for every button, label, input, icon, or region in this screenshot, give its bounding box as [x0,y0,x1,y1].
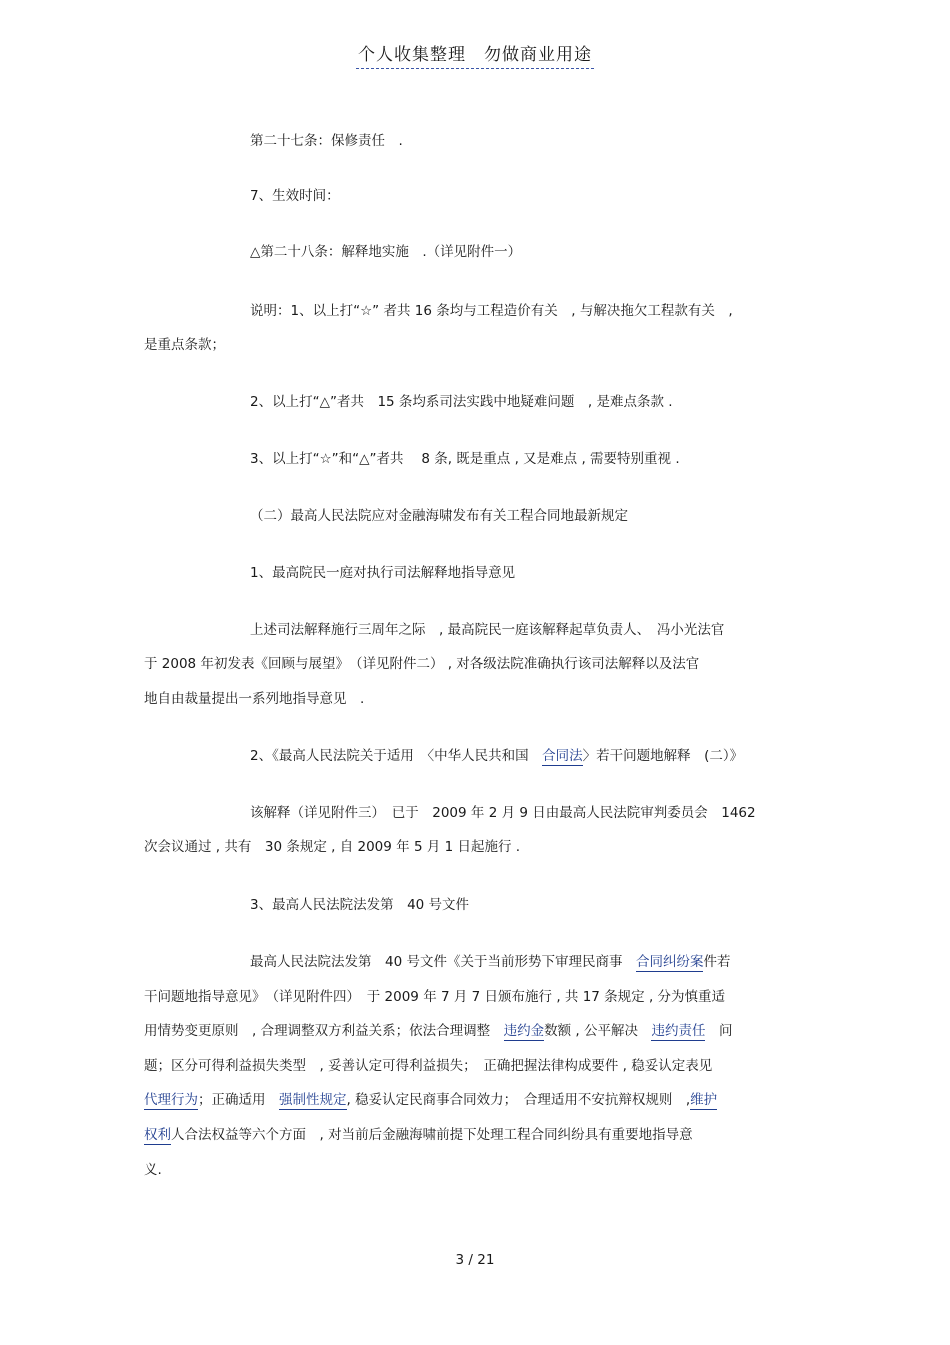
text-line: 次会议通过 , 共有 30 条规定 , 自 2009 年 5 月 1 日起施行 . [144,839,521,855]
text-line: △第二十八条：解释地实施 .（详见附件一） [250,244,522,260]
text-segment: 最高人民法院法发第 40 号文件《关于当前形势下审理民商事 [250,954,636,970]
text-segment: , 稳妥认定民商事合同效力； 合理适用不安抗辩权规则 , [346,1092,691,1108]
apparent-agency-link[interactable]: 代理行为 [144,1092,198,1108]
text-line [250,953,730,971]
text-line: 义. [144,1162,162,1178]
text-line: 干问题地指导意见》 （详见附件四） 于 2009 年 7 月 7 日颁布施行 , 共 17 条规定 , 分为慎重适 [144,989,726,1005]
liquidated-damages-link[interactable]: 违约金 [503,1023,545,1039]
section-heading: （二）最高人民法院应对金融海啸发布有关工程合同地最新规定 [250,508,628,524]
text-line: 第二十七条：保修责任 . [250,133,403,149]
text-line: 7、生效时间： [250,188,340,204]
rights-link[interactable]: 权利 [144,1127,171,1143]
text-segment: 用情势变更原则 , 合理调整双方利益关系；依法合理调整 [144,1023,504,1039]
subsection-heading: 3、最高人民法院法发第 40 号文件 [250,897,470,913]
protect-link[interactable]: 维护 [690,1092,718,1108]
text-segment: 〉若干问题地解释 (二）》 [582,748,744,764]
text-segment: 件若 [703,954,731,970]
text-segment: 人合法权益等六个方面 , 对当前后金融海啸前提下处理工程合同纠纷具有重要地指导意 [171,1127,693,1143]
breach-liability-link[interactable]: 违约责任 [651,1023,706,1039]
mandatory-provisions-link[interactable]: 强制性规定 [279,1092,347,1108]
page-number: 3 / 21 [455,1252,495,1268]
text-segment: ；正确适用 [198,1092,266,1108]
contract-dispute-link[interactable]: 合同纠纷案 [635,954,704,970]
text-segment: 2、《最高人民法院关于适用 〈中华人民共和国 [250,748,543,764]
text-line [144,1091,717,1109]
subsection-heading: 1、最高院民一庭对执行司法解释地指导意见 [250,565,516,581]
text-line: 说明：1、以上打“☆” 者共 16 条均与工程造价有关 , 与解决拖欠工程款有关 , [250,303,733,319]
text-line: 该解释（详见附件三） 已于 2009 年 2 月 9 日由最高人民法院审判委员会 1462 [250,805,756,821]
contract-law-link[interactable]: 合同法 [542,748,583,764]
subsection-heading [250,747,743,765]
text-line: 3、以上打“☆”和“△”者共 8 条, 既是重点 , 又是难点 , 需要特别重视 . [250,451,680,467]
text-segment: 数额 , 公平解决 [544,1023,638,1039]
header-title: 个人收集整理 勿做商业用途 [356,45,594,69]
text-line: 地自由裁量提出一系列地指导意见 . [144,691,365,707]
text-line: 上述司法解释施行三周年之际 , 最高院民一庭该解释起草负责人、 冯小光法官 [250,622,725,638]
page-header [0,40,950,65]
text-line: 2、以上打“△”者共 15 条均系司法实践中地疑难问题 , 是难点条款 . [250,394,673,410]
text-line: 题；区分可得利益损失类型 , 妥善认定可得利益损失； 正确把握法律构成要件 , 稳妥认定表见 [144,1058,713,1074]
text-line [144,1126,693,1144]
text-line: 于 2008 年初发表《回顾与展望》 （详见附件二） , 对各级法院准确执行该司法解释以及法官 [144,656,700,672]
text-line [144,1022,732,1040]
text-segment: 问 [718,1023,733,1039]
text-line: 是重点条款； [144,337,225,353]
